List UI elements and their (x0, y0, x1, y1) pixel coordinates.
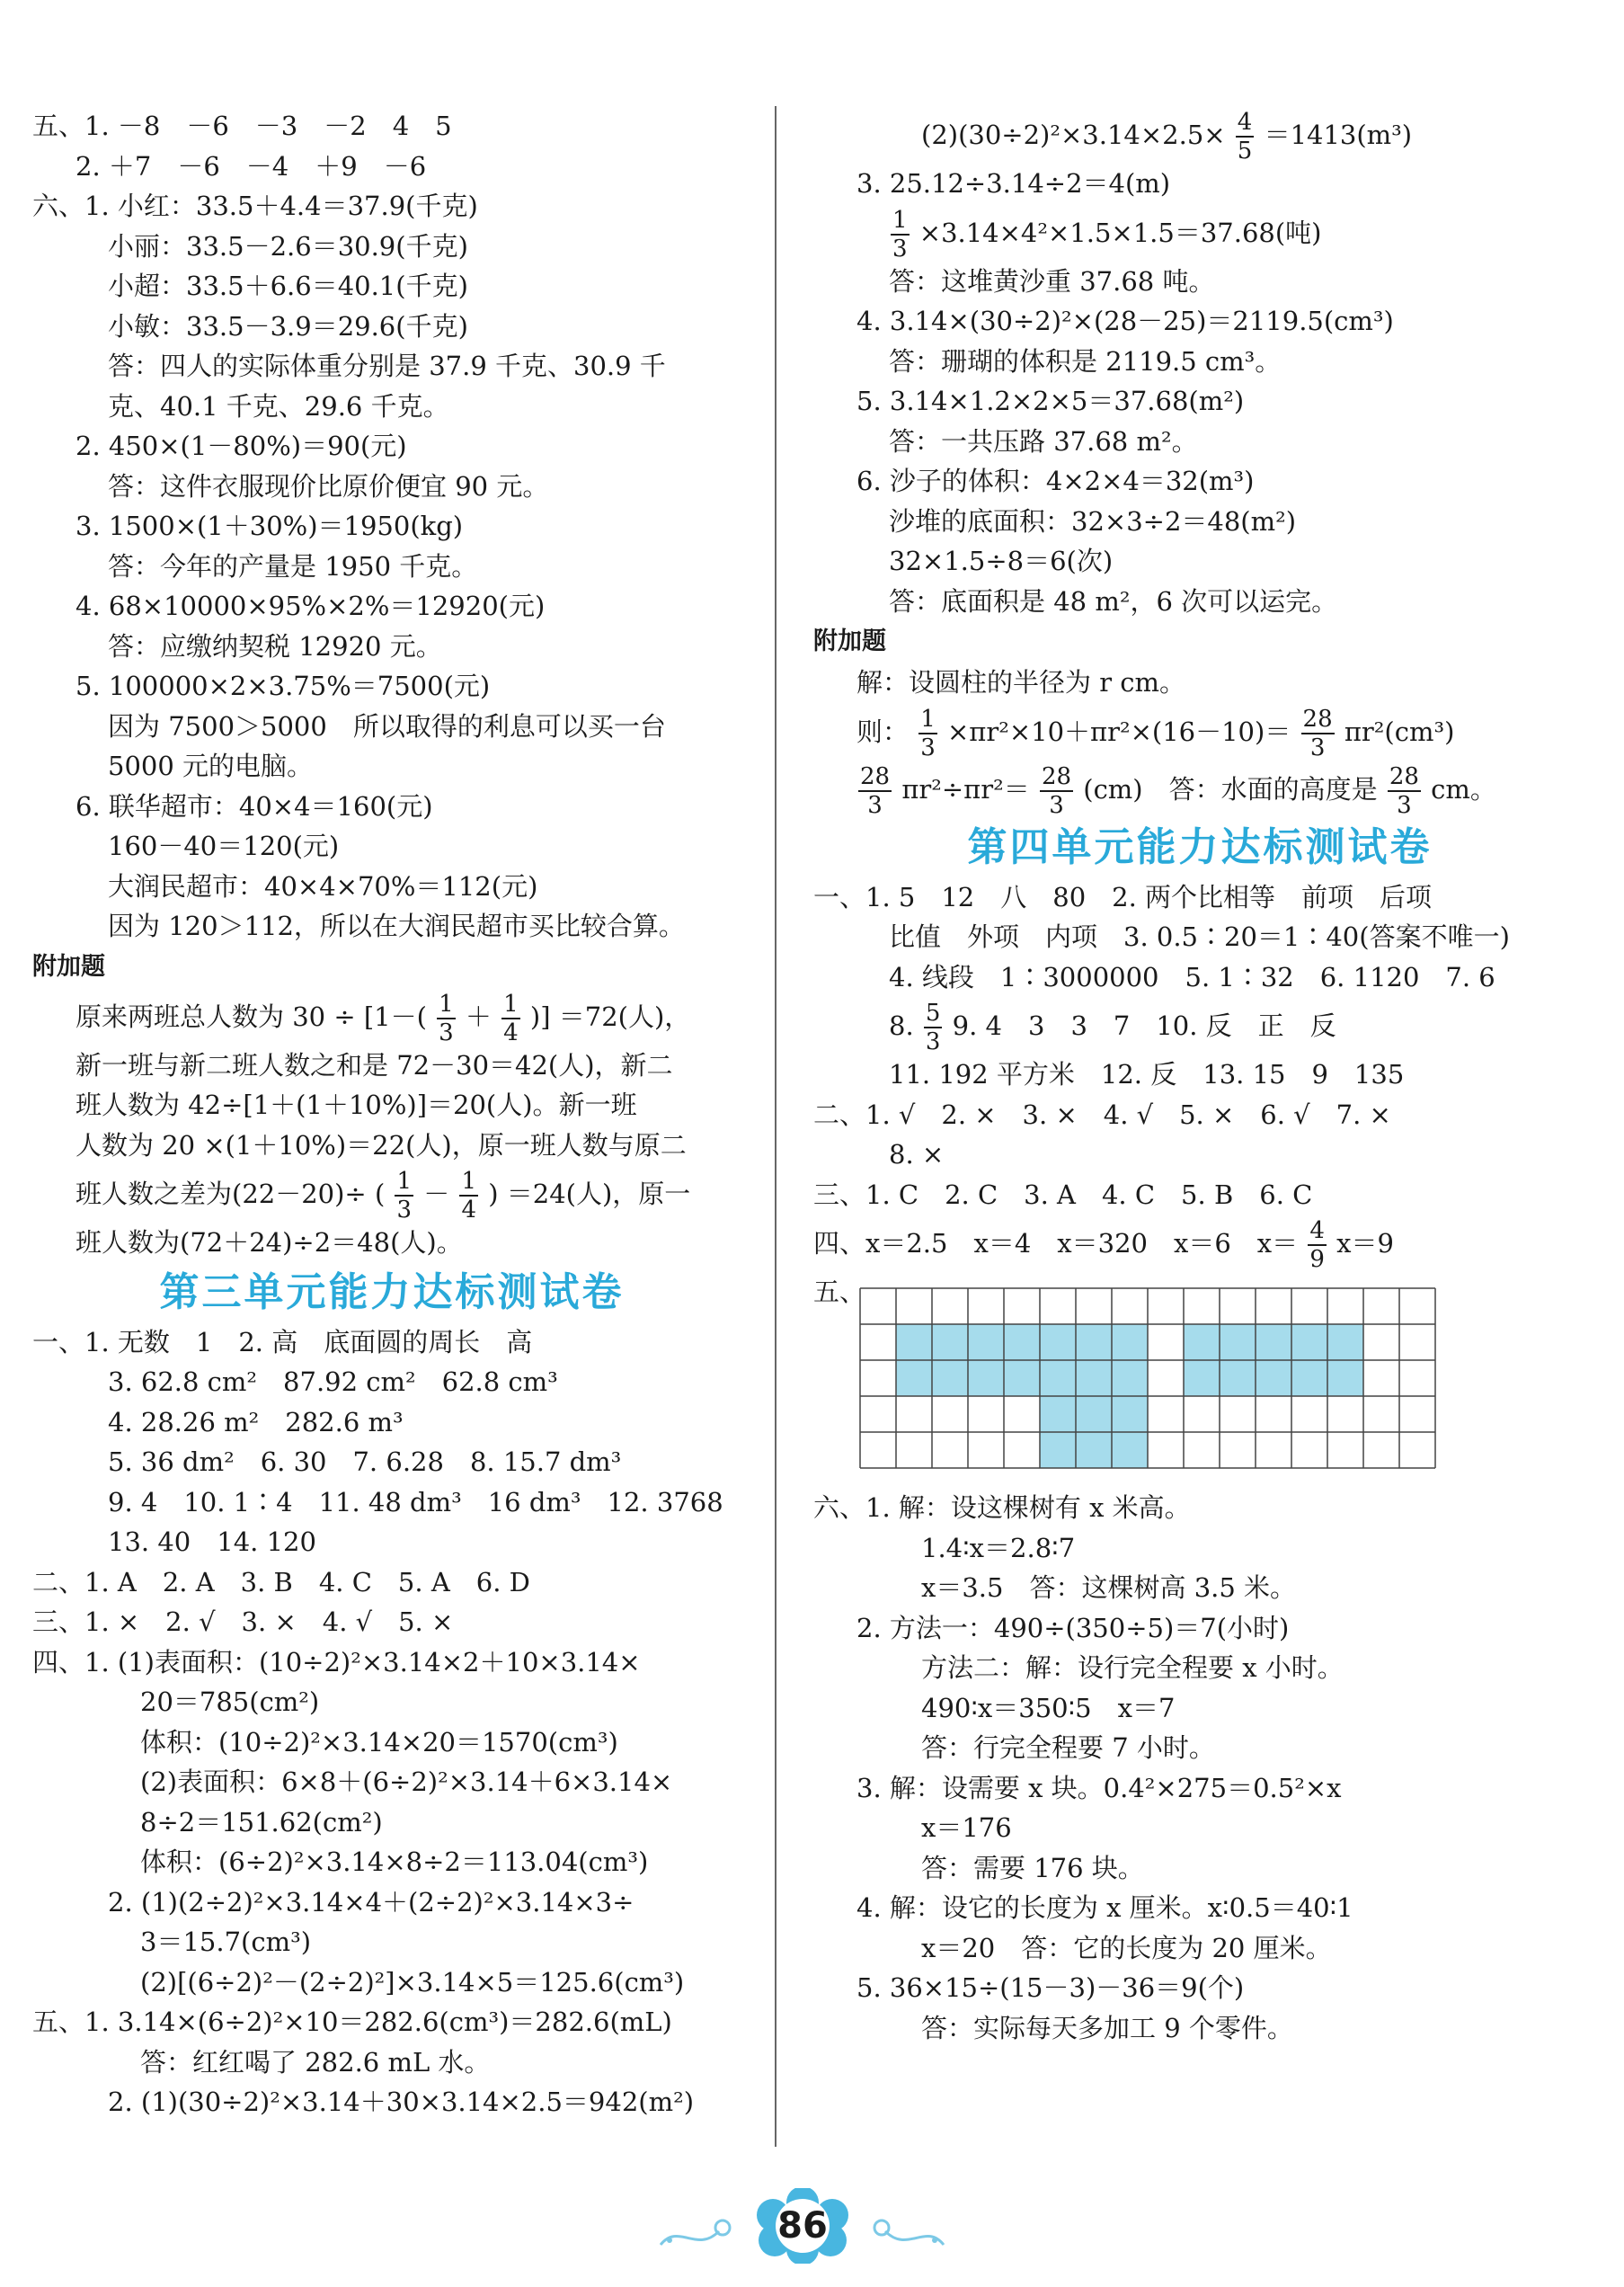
line: 4. 线段 1∶3000000 5. 1∶32 6. 1120 7. 6 (889, 961, 1495, 992)
line: 4. 28.26 m² 282.6 m³ (108, 1406, 404, 1437)
left-vine-decoration (656, 2204, 737, 2258)
text: πr²(cm³) (1344, 716, 1455, 747)
line (813, 761, 1586, 818)
text: 四、x＝2.5 x＝4 x＝320 x＝6 x＝ (813, 1228, 1299, 1259)
line: 答：应缴纳契税 12920 元。 (108, 630, 442, 662)
line: 2. (1)(30÷2)²×3.14＋30×3.14×2.5＝942(m²) (108, 2087, 695, 2117)
line: 因为 7500＞5000 所以取得的利息可以买一台 (108, 710, 666, 742)
line: x＝176 (921, 1812, 1012, 1843)
line (813, 204, 1586, 262)
fraction (459, 1170, 478, 1222)
line: 3. 解：设需要 x 块。0.4²×275＝0.5²×x (856, 1772, 1342, 1803)
fraction (891, 206, 910, 263)
denominator: 3 (439, 1019, 454, 1046)
line: 490∶x＝350∶5 x＝7 (921, 1692, 1176, 1723)
numerator: 1 (892, 206, 908, 234)
text: (cm) 答：水面的高度是 (1083, 773, 1378, 805)
denominator: 3 (1049, 791, 1064, 819)
line: 4. 解：设它的长度为 x 厘米。x∶0.5＝40∶1 (856, 1892, 1353, 1923)
line: 克、40.1 千克、29.6 千克。 (108, 390, 449, 422)
fraction (1236, 111, 1255, 163)
numerator: 5 (925, 1000, 941, 1027)
line: 答：红红喝了 282.6 mL 水。 (140, 2046, 491, 2078)
line (813, 1215, 1586, 1272)
numerator: 1 (503, 990, 519, 1018)
text: πr²÷πr²＝ (901, 773, 1030, 805)
fraction (858, 762, 892, 819)
line: 方法二：解：设行完全程要 x 小时。 (921, 1652, 1344, 1683)
line: 3. 62.8 cm² 87.92 cm² 62.8 cm³ (108, 1366, 558, 1397)
grid-label: 五、 (813, 1277, 866, 1307)
line: 4. 68×10000×95%×2%＝12920(元) (75, 591, 546, 621)
line: (2)表面积：6×8＋(6÷2)²×3.14＋6×3.14× (140, 1766, 673, 1797)
line: 2. (1)(2÷2)²×3.14×4＋(2÷2)²×3.14×3÷ (108, 1886, 635, 1918)
line: 五、1. －8 －6 －3 －2 4 5 (32, 111, 452, 141)
line: 因为 120＞112，所以在大润民超市买比较合算。 (108, 911, 685, 941)
text: ×πr²×10＋πr²×(16－10)＝ (947, 716, 1291, 747)
line: 答：这件衣服现价比原价便宜 90 元。 (108, 470, 549, 502)
line: 5. 100000×2×3.75%＝7500(元) (75, 671, 491, 701)
fraction (1040, 762, 1073, 819)
denominator: 4 (461, 1197, 477, 1224)
line: 5000 元的电脑。 (108, 751, 314, 781)
column-divider (775, 106, 777, 2147)
fraction (437, 992, 456, 1045)
line: 一、1. 无数 1 2. 高 底面圆的周长 高 (32, 1326, 533, 1357)
line: 5. 36×15÷(15－3)－36＝9(个) (856, 1972, 1245, 2003)
grid-figure (851, 1279, 1462, 1481)
line: 160－40＝120(元) (108, 831, 340, 861)
line (813, 106, 1586, 164)
line: 答：底面积是 48 m²，6 次可以运完。 (889, 585, 1338, 617)
line: 新一班与新二班人数之和是 72－30＝42(人)，新二 (75, 1049, 673, 1081)
grid-answer-row (813, 1272, 1586, 1488)
line: 班人数为(72＋24)÷2＝48(人)。 (75, 1227, 463, 1258)
line: 答：珊瑚的体积是 2119.5 cm³。 (889, 345, 1282, 377)
line: 比值 外项 内项 3. 0.5∶20＝1∶40(答案不唯一) (889, 921, 1510, 952)
line: 三、1. × 2. √ 3. × 4. √ 5. × (32, 1606, 454, 1637)
denominator: 9 (1309, 1246, 1325, 1273)
line: 20＝785(cm²) (140, 1686, 320, 1717)
denominator: 3 (892, 235, 908, 263)
line: 2. 450×(1－80%)＝90(元) (75, 431, 407, 461)
line: 答：一共压路 37.68 m²。 (889, 425, 1198, 457)
fraction (501, 992, 520, 1045)
line (813, 997, 1586, 1055)
line: 4. 3.14×(30÷2)²×(28－25)＝2119.5(cm³) (856, 306, 1394, 336)
text: 原来两班总人数为 30 ÷ [1－( (75, 1001, 427, 1032)
unit4-title: 第四单元能力达标测试卷 (967, 823, 1433, 870)
line: 3. 25.12÷3.14÷2＝4(m) (856, 168, 1171, 199)
shaded-grid (851, 1279, 1462, 1477)
numerator: 1 (439, 990, 454, 1018)
text: ) ＝24(人)，原一 (488, 1179, 691, 1209)
numerator: 28 (860, 762, 891, 790)
right-vine-decoration (867, 2204, 948, 2258)
line: 四、1. (1)表面积：(10÷2)²×3.14×2＋10×3.14× (32, 1646, 641, 1677)
text: (2)(30÷2)²×3.14×2.5× (921, 120, 1226, 150)
fraction (395, 1170, 413, 1222)
line: 六、1. 小红：33.5＋4.4＝37.9(千克) (32, 191, 478, 221)
line: 2. 方法一：490÷(350÷5)＝7(小时) (856, 1612, 1290, 1643)
numerator: 1 (461, 1168, 477, 1195)
line: 三、1. C 2. C 3. A 4. C 5. B 6. C (813, 1179, 1313, 1210)
extra-question-heading: 附加题 (813, 627, 886, 655)
denominator: 3 (1397, 791, 1412, 819)
line: 一、1. 5 12 八 80 2. 两个比相等 前项 后项 (813, 881, 1433, 912)
text: 班人数之差为(22－20)÷ ( (75, 1179, 386, 1209)
text: ×3.14×4²×1.5×1.5＝37.68(吨) (918, 217, 1322, 248)
numerator: 28 (1302, 705, 1333, 733)
numerator: 1 (920, 705, 936, 733)
line (813, 703, 1586, 761)
fraction (1301, 707, 1335, 760)
right-column (813, 106, 1586, 2048)
numerator: 4 (1309, 1217, 1325, 1244)
line: x＝20 答：它的长度为 20 厘米。 (921, 1932, 1332, 1963)
denominator: 3 (925, 1028, 941, 1055)
text: － (423, 1179, 450, 1209)
left-column (32, 106, 751, 2122)
line: 2. ＋7 －6 －4 ＋9 －6 (75, 150, 427, 182)
fraction (1388, 762, 1421, 819)
line: (2)[(6÷2)²－(2÷2)²]×3.14×5＝125.6(cm³) (140, 1966, 685, 1998)
line: 体积：(6÷2)²×3.14×8÷2＝113.04(cm³) (140, 1847, 649, 1877)
line: 二、1. √ 2. × 3. × 4. √ 5. × 6. √ 7. × (813, 1099, 1391, 1130)
line: 小超：33.5＋6.6＝40.1(千克) (108, 271, 468, 301)
line: 5. 36 dm² 6. 30 7. 6.28 8. 15.7 dm³ (108, 1446, 622, 1477)
line: 8÷2＝151.62(cm²) (140, 1806, 383, 1838)
line: 答：四人的实际体重分别是 37.9 千克、30.9 千 (108, 351, 666, 381)
line: 人数为 20 ×(1＋10%)＝22(人)，原一班人数与原二 (75, 1129, 687, 1161)
line: 二、1. A 2. A 3. B 4. C 5. A 6. D (32, 1566, 530, 1597)
fraction (918, 707, 937, 760)
text: 8. (889, 1010, 914, 1041)
line: 6. 联华超市：40×4＝160(元) (75, 790, 433, 822)
line: 大润民超市：40×4×70%＝112(元) (108, 870, 538, 902)
line: x＝3.5 答：这棵树高 3.5 米。 (921, 1572, 1297, 1603)
line: 6. 沙子的体积：4×2×4＝32(m³) (856, 466, 1255, 496)
line: 答：行完全程要 7 小时。 (921, 1732, 1215, 1763)
line: 5. 3.14×1.2×2×5＝37.68(m²) (856, 386, 1245, 416)
line (32, 1165, 751, 1223)
line: 六、1. 解：设这棵树有 x 米高。 (813, 1492, 1191, 1523)
numerator: 28 (1041, 762, 1072, 790)
line: 解：设圆柱的半径为 r cm。 (856, 667, 1186, 698)
denominator: 3 (396, 1197, 413, 1224)
line: 班人数为 42÷[1＋(1＋10%)]＝20(人)。新一班 (75, 1090, 637, 1120)
line: 答：这堆黄沙重 37.68 吨。 (889, 265, 1215, 297)
line: 答：实际每天多加工 9 个零件。 (921, 2012, 1293, 2043)
numerator: 1 (396, 1168, 413, 1195)
text: x＝9 (1336, 1228, 1394, 1259)
denominator: 5 (1237, 138, 1253, 165)
line: 3＝15.7(cm³) (140, 1927, 312, 1957)
denominator: 3 (1309, 734, 1326, 761)
line: 答：需要 176 块。 (921, 1852, 1144, 1883)
line: 3. 1500×(1＋30%)＝1950(kg) (75, 511, 464, 541)
line: 11. 192 平方米 12. 反 13. 15 9 135 (889, 1059, 1405, 1090)
unit3-title: 第三单元能力达标测试卷 (159, 1268, 625, 1315)
fraction (924, 1001, 943, 1054)
line: 小丽：33.5－2.6＝30.9(千克) (108, 230, 468, 262)
numerator: 4 (1237, 109, 1253, 136)
line: 五、1. 3.14×(6÷2)²×10＝282.6(cm³)＝282.6(mL) (32, 2007, 672, 2037)
line (32, 988, 751, 1046)
denominator: 3 (867, 791, 883, 819)
text: 9. 4 3 3 7 10. 反 正 反 (952, 1010, 1336, 1041)
line: 体积：(10÷2)²×3.14×20＝1570(cm³) (140, 1726, 618, 1758)
denominator: 3 (920, 734, 936, 761)
text: )] ＝72(人)， (529, 1001, 691, 1032)
line: 答：今年的产量是 1950 千克。 (108, 550, 478, 582)
line: 13. 40 14. 120 (108, 1526, 316, 1557)
extra-question-heading: 附加题 (32, 952, 105, 981)
text: 则： (856, 716, 910, 747)
line: 9. 4 10. 1∶4 11. 48 dm³ 16 dm³ 12. 3768 (108, 1486, 723, 1517)
line: 1.4∶x＝2.8∶7 (921, 1532, 1076, 1563)
numerator: 28 (1389, 762, 1419, 790)
line: 小敏：33.5－3.9＝29.6(千克) (108, 310, 468, 342)
line: 32×1.5÷8＝6(次) (889, 546, 1114, 576)
text: cm。 (1431, 773, 1496, 805)
text: ＋ (465, 1001, 492, 1032)
text: ＝1413(m³) (1264, 120, 1413, 150)
denominator: 4 (503, 1019, 519, 1046)
page-number: 86 (777, 2205, 828, 2247)
line: 沙堆的底面积：32×3÷2＝48(m²) (889, 505, 1297, 537)
fraction (1308, 1219, 1327, 1271)
line: 8. × (889, 1139, 945, 1170)
